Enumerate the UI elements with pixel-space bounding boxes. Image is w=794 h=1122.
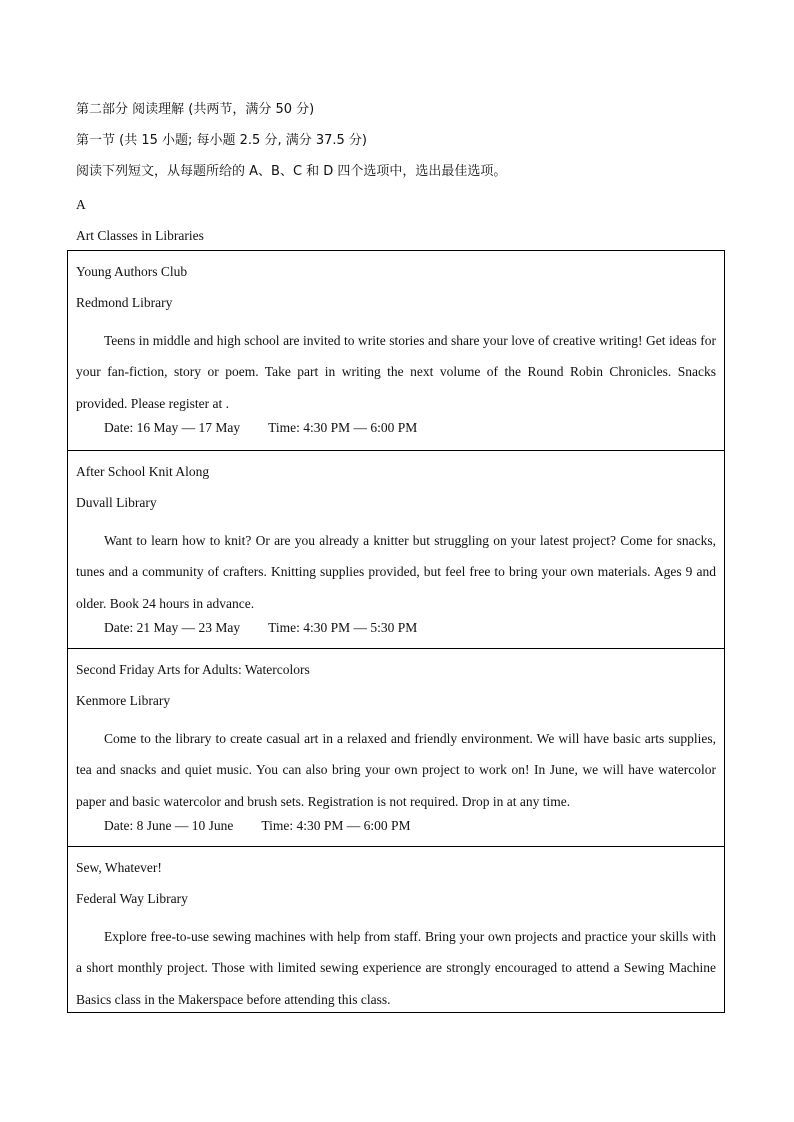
class-description: Come to the library to create casual art in a relaxed and friendly environment. We will have basic arts supplies, tea and snacks and quiet music. You can also bring your own project to work on! In June, we will have watercolor paper and basic watercolor and brush sets. Registration is not required. Drop in at any time. — [76, 731, 716, 809]
class-schedule — [104, 619, 417, 637]
class-time: Time: 4:30 PM — 5:30 PM — [268, 620, 418, 635]
class-library: Redmond Library — [76, 295, 173, 310]
class-description: Want to learn how to knit? Or are you already a knitter but struggling on your latest project? Come for snacks, tunes and a community of crafters. Knitting supplies provided, but feel free to bring your own materials. Ages 9 and older. Book 24 hours in advance. — [76, 533, 716, 611]
section-title: 第一节 (共 15 小题; 每小题 2.5 分, 满分 37.5 分) — [76, 133, 368, 148]
class-title: Young Authors Club — [76, 264, 188, 279]
class-title: Second Friday Arts for Adults: Watercolors — [76, 662, 310, 677]
class-date: Date: 8 June — 10 June — [104, 818, 234, 833]
passage-title: Art Classes in Libraries — [76, 228, 204, 243]
part-title: 第二部分 阅读理解 (共两节，满分 50 分) — [76, 102, 315, 117]
class-library: Federal Way Library — [76, 891, 188, 906]
class-library: Kenmore Library — [76, 693, 171, 708]
class-entry-sew-whatever — [68, 846, 724, 1012]
class-title: After School Knit Along — [76, 464, 210, 479]
class-date: Date: 21 May — 23 May — [104, 620, 241, 635]
class-entry-second-friday-arts — [68, 648, 724, 846]
passage-label: A — [76, 197, 86, 212]
class-schedule — [104, 419, 417, 437]
class-entry-young-authors-club — [68, 251, 724, 450]
class-schedule — [104, 817, 411, 835]
class-date: Date: 16 May — 17 May — [104, 420, 241, 435]
class-time: Time: 4:30 PM — 6:00 PM — [261, 818, 411, 833]
class-entry-after-school-knit-along — [68, 450, 724, 648]
class-description: Teens in middle and high school are invited to write stories and share your love of creative writing! Get ideas for your fan-fiction, story or poem. Take part in writing the next volume of the Round Robin Chronicles. Snacks provided. Please register at . — [76, 333, 716, 411]
classes-table — [67, 250, 725, 1013]
instructions: 阅读下列短文，从每题所给的 A、B、C 和 D 四个选项中，选出最佳选项。 — [76, 164, 507, 179]
class-library: Duvall Library — [76, 495, 157, 510]
class-description: Explore free-to-use sewing machines with help from staff. Bring your own projects and practice your skills with a short monthly project. Those with limited sewing experience are strongly encouraged to attend a Sewing Machine Basics class in the Makerspace before attending this class. — [76, 929, 716, 1007]
class-title: Sew, Whatever! — [76, 860, 162, 875]
class-time: Time: 4:30 PM — 6:00 PM — [268, 420, 418, 435]
